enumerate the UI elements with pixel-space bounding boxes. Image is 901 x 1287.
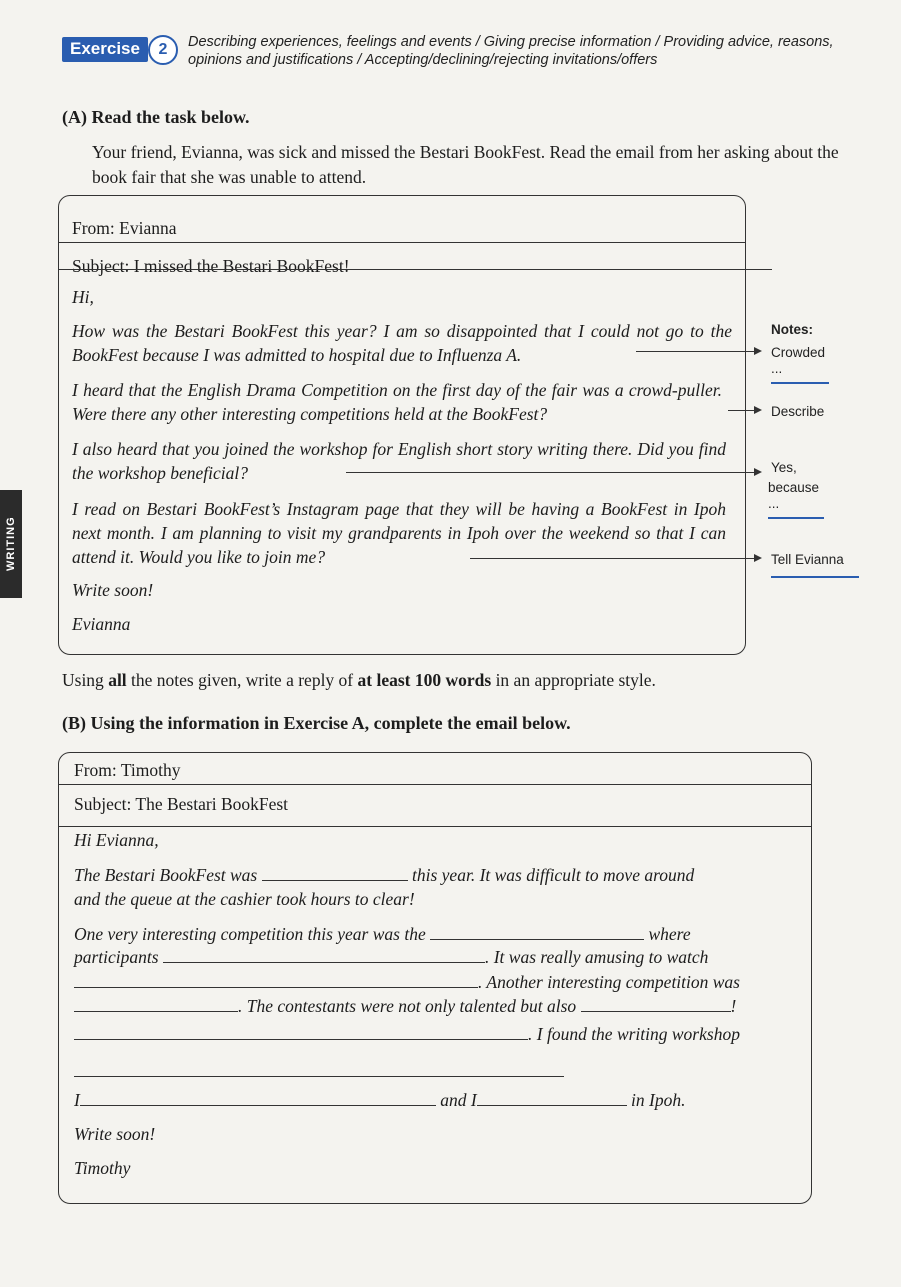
instruction-text-2: the notes given, write a reply of (126, 670, 358, 690)
note-describe: Describe (771, 404, 825, 419)
line-1-text-b: this year. It was difficult to move around (412, 865, 695, 885)
email-a-from: From: Evianna (72, 218, 177, 238)
blank-5[interactable] (74, 997, 238, 1012)
email-a-subject: Subject: I missed the Bestari BookFest! (72, 256, 350, 276)
exercise-badge: Exercise (62, 37, 148, 62)
line-4-text-b: . It was really amusing to watch (484, 947, 709, 967)
exercise-description: Describing experiences, feelings and events / Giving precise information / Providing advice, reasons, opinions and justifications / Accepting/declining/rejecting invitations/offers (188, 34, 834, 68)
line-9-text-c: in Ipoh. (631, 1090, 686, 1110)
instruction-bold-all: all (108, 670, 127, 690)
blank-10[interactable] (477, 1091, 627, 1106)
email-b-line-9 (74, 1088, 794, 1112)
email-b-line-4 (74, 945, 794, 969)
blank-9[interactable] (80, 1091, 436, 1106)
email-b-line-8 (74, 1062, 564, 1082)
line-4-text-a: participants (74, 947, 159, 967)
line-6-end: ! (730, 996, 737, 1016)
note-because: because ... (768, 480, 824, 519)
email-a-divider-1 (59, 242, 745, 243)
line-3-text-b: where (648, 924, 691, 944)
instruction-bold-words: at least 100 words (357, 670, 492, 690)
notes-title: Notes: (771, 322, 814, 337)
email-b-line-3 (74, 922, 794, 946)
email-b-divider-2 (59, 826, 811, 827)
line-1-text-a: The Bestari BookFest was (74, 865, 258, 885)
email-a-greeting: Hi, (72, 287, 94, 307)
note-arrow-1-head (754, 347, 762, 355)
email-b-name: Timothy (74, 1158, 131, 1178)
note-crowded: Crowded ... (771, 345, 829, 384)
email-b-line-5 (74, 970, 794, 994)
part-a-instruction (62, 668, 656, 693)
instruction-text-3: in an appropriate style. (491, 670, 656, 690)
email-b-line-7 (74, 1022, 794, 1046)
blank-2[interactable] (430, 925, 644, 940)
email-a-name: Evianna (72, 614, 131, 634)
email-a-paragraph-3: I also heard that you joined the workshop for English short story writing there. Did you find the workshop beneficial? (72, 439, 726, 483)
line-9-text-b: and I (440, 1090, 477, 1110)
email-b-subject: Subject: The Bestari BookFest (74, 794, 289, 814)
email-a-paragraph-4: I read on Bestari BookFest’s Instagram page that they will be having a BookFest in Ipoh next month. I am planning to visit my grandparents in Ipoh over the weekend so that I can attend it. Would you like to join me? (72, 499, 726, 567)
email-b-from: From: Timothy (74, 760, 181, 780)
email-b-signoff: Write soon! (74, 1124, 156, 1144)
email-b-line-6 (74, 994, 794, 1018)
note-arrow-2-head (754, 406, 762, 414)
line-5-text: . Another interesting competition was (478, 972, 740, 992)
exercise-number: 2 (148, 35, 178, 65)
note-arrow-3 (346, 472, 756, 473)
blank-1[interactable] (262, 866, 408, 881)
blank-3[interactable] (163, 948, 485, 963)
line-3-text-a: One very interesting competition this year was the (74, 924, 426, 944)
blank-4[interactable] (74, 973, 478, 988)
part-a-heading: (A) Read the task below. (62, 107, 250, 127)
note-tell-evianna: Tell Evianna (771, 552, 859, 578)
email-b-line-2: and the queue at the cashier took hours to clear! (74, 889, 415, 909)
note-arrow-2 (728, 410, 756, 411)
part-a-intro: Your friend, Evianna, was sick and missed the Bestari BookFest. Read the email from her asking about the book fair that she was unable to attend. (92, 142, 839, 187)
email-b-greeting: Hi Evianna, (74, 830, 159, 850)
note-arrow-4-head (754, 554, 762, 562)
line-6-text: . The contestants were not only talented but also (238, 996, 577, 1016)
blank-6[interactable] (581, 997, 731, 1012)
email-a-paragraph-2: I heard that the English Drama Competition on the first day of the fair was a crowd-puller. Were there any other interesting competitions held at the BookFest? (72, 380, 722, 424)
blank-7[interactable] (74, 1025, 528, 1040)
part-b-heading: (B) Using the information in Exercise A, complete the email below. (62, 713, 571, 733)
email-b-line-1 (74, 863, 794, 887)
email-b-divider-1 (59, 784, 811, 785)
note-arrow-1 (636, 351, 756, 352)
line-7-text: . I found the writing workshop (528, 1024, 740, 1044)
email-a-signoff: Write soon! (72, 580, 154, 600)
writing-side-tab: WRITING (0, 490, 22, 598)
email-a-paragraph-1: How was the Bestari BookFest this year? I am so disappointed that I could not go to the BookFest because I was admitted to hospital due to Influenza A. (72, 321, 732, 365)
email-a-divider-2 (59, 269, 772, 270)
note-arrow-4 (470, 558, 756, 559)
line-9-text-a: I (74, 1090, 80, 1110)
note-yes: Yes, (771, 460, 797, 475)
instruction-text-1: Using (62, 670, 109, 690)
blank-8[interactable] (74, 1062, 564, 1077)
note-arrow-3-head (754, 468, 762, 476)
